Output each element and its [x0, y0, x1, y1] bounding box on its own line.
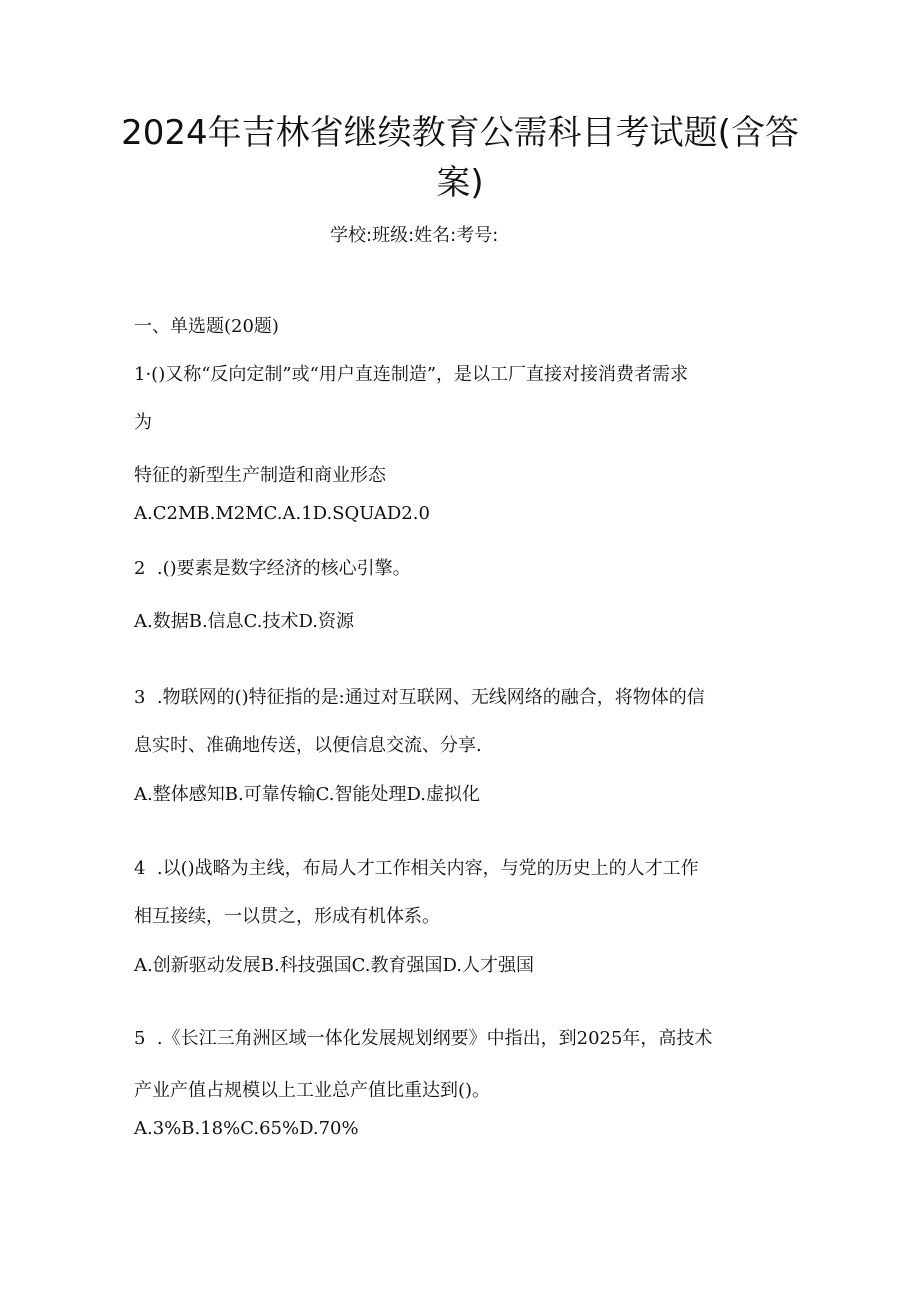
question-4-line-1: 4 .以()战略为主线，布局人才工作相关内容，与党的历史上的人才工作 — [134, 858, 699, 879]
question-5-line-2: 产业产值占规模以上工业总产值比重达到()。 — [134, 1080, 491, 1101]
section-heading: 一、单选题(20题) — [134, 316, 279, 337]
student-info-line: 学校:班级:姓名:考号: — [330, 225, 499, 246]
question-4-line-2: 相互接续，一以贯之，形成有机体系。 — [134, 906, 440, 927]
question-1-line-2-start: 为 — [134, 412, 152, 433]
question-2-options: A.数据B.信息C.技术D.资源 — [134, 611, 355, 632]
question-1-line-1: 1·()又称“反向定制”或“用户直连制造”，是以工厂直接对接消费者需求 — [134, 364, 689, 385]
question-3-line-1: 3 .物联网的()特征指的是:通过对互联网、无线网络的融合，将物体的信 — [134, 687, 705, 708]
question-5-options: A.3%B.18%C.65%D.70% — [134, 1118, 359, 1139]
question-2-line-1: 2 .()要素是数字经济的核心引擎。 — [134, 558, 411, 579]
document-title: 2024年吉林省继续教育公需科目考试题(含答案) — [121, 113, 799, 203]
question-3-line-2: 息实时、准确地传送，以便信息交流、分享. — [134, 735, 482, 756]
question-1-line-2: 特征的新型生产制造和商业形态 — [134, 465, 386, 486]
question-3-options: A.整体感知B.可靠传输C.智能处理D.虚拟化 — [134, 784, 481, 805]
question-5-line-1: 5 .《长江三角洲区域一体化发展规划纲要》中指出，到2025年，高技术 — [134, 1028, 713, 1049]
question-4-options: A.创新驱动发展B.科技强国C.教育强国D.人才强国 — [134, 955, 535, 976]
question-1-options: A.C2MB.M2MC.A.1D.SQUAD2.0 — [134, 503, 430, 524]
